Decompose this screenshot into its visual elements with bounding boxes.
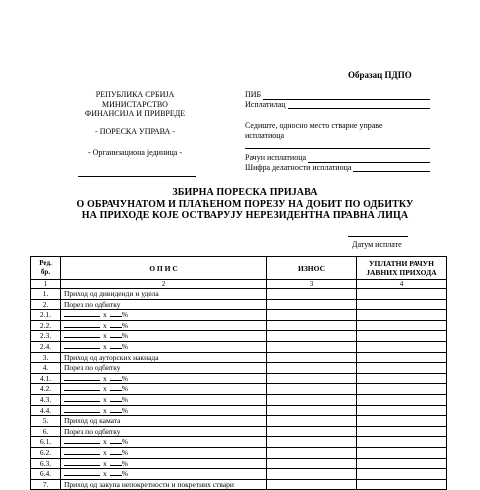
percent-sign: % (121, 437, 128, 447)
row-description: Порез по одбитку (61, 426, 267, 437)
row-description: Порез по одбитку (61, 363, 267, 374)
base-amount-blank[interactable] (64, 384, 100, 391)
base-amount-blank[interactable] (64, 331, 100, 338)
activity-label: Шифра делатности исплатиоца (245, 162, 352, 172)
activity-field[interactable] (245, 163, 430, 173)
amount-cell[interactable] (267, 373, 357, 384)
row-number: 2.4. (31, 341, 61, 352)
account-cell[interactable] (357, 394, 447, 405)
base-amount-blank[interactable] (64, 406, 100, 413)
account-cell[interactable] (357, 320, 447, 331)
account-cell[interactable] (357, 447, 447, 458)
percent-sign: % (121, 384, 128, 394)
account-cell[interactable] (357, 331, 447, 342)
amount-cell[interactable] (267, 310, 357, 321)
payer-block (245, 90, 430, 172)
amount-cell[interactable] (267, 352, 357, 363)
table-row (31, 405, 447, 416)
organizational-unit: - Организациона јединица - (87, 148, 183, 157)
amount-cell[interactable] (267, 426, 357, 437)
multiply-sign: x (103, 331, 107, 341)
column-number: 4 (357, 280, 447, 289)
row-description[interactable] (61, 310, 267, 321)
amount-cell[interactable] (267, 405, 357, 416)
percent-sign: % (121, 320, 128, 330)
rate-blank[interactable] (110, 374, 122, 381)
column-number: 2 (61, 280, 267, 289)
authority-line-1: РЕПУБЛИКА СРБИЈА (95, 90, 175, 99)
row-number: 2.2. (31, 320, 61, 331)
percent-sign: % (121, 447, 128, 457)
table-row (31, 437, 447, 448)
rate-blank[interactable] (110, 342, 122, 349)
column-number: 3 (267, 280, 357, 289)
rate-blank[interactable] (110, 437, 122, 444)
row-description: Приход од закупа непокретности и покретних ствари (61, 479, 267, 490)
seat-input-line[interactable] (245, 140, 430, 149)
amount-cell[interactable] (267, 469, 357, 480)
title-line-2: О ОБРАЧУНАТОМ И ПЛАЋЕНОМ ПОРЕЗУ НА ДОБИТ ПО ОДБИТКУ (76, 198, 414, 210)
table-row (31, 331, 447, 342)
percent-sign: % (121, 394, 128, 404)
row-number: 7. (31, 479, 61, 490)
amount-cell[interactable] (267, 458, 357, 469)
table-row (31, 458, 447, 469)
base-amount-blank[interactable] (64, 310, 100, 317)
rate-blank[interactable] (110, 310, 122, 317)
row-number: 3. (31, 352, 61, 363)
header-account-line-2: ЈАВНИХ ПРИХОДА (366, 268, 437, 277)
multiply-sign: x (103, 310, 107, 320)
row-number: 6.2. (31, 447, 61, 458)
table-row (31, 469, 447, 480)
multiply-sign: x (103, 458, 107, 468)
amount-cell[interactable] (267, 299, 357, 310)
base-amount-blank[interactable] (64, 448, 100, 455)
org-unit-underline[interactable] (78, 176, 196, 177)
header-amount: ИЗНОС (267, 257, 357, 280)
row-number: 2. (31, 299, 61, 310)
row-description[interactable] (61, 469, 267, 480)
rate-blank[interactable] (110, 395, 122, 402)
multiply-sign: x (103, 384, 107, 394)
percent-sign: % (121, 310, 128, 320)
percent-sign: % (121, 405, 128, 415)
payer-label: Исплатилац (245, 99, 286, 109)
row-number: 6. (31, 426, 61, 437)
table-row (31, 426, 447, 437)
amount-cell[interactable] (267, 363, 357, 374)
seat-label-1: Седиште, односно место стварне управе (245, 121, 383, 130)
seat-label-2: исплатиоца (245, 130, 285, 140)
pib-label: ПИБ (245, 90, 262, 99)
row-description[interactable] (61, 394, 267, 405)
table-row (31, 363, 447, 374)
row-description[interactable] (61, 373, 267, 384)
row-description[interactable] (61, 447, 267, 458)
amount-cell[interactable] (267, 320, 357, 331)
multiply-sign: x (103, 437, 107, 447)
percent-sign: % (121, 341, 128, 351)
payment-date-label: Датум исплате (352, 240, 402, 249)
pib-input-line[interactable] (263, 92, 430, 100)
amount-cell[interactable] (267, 447, 357, 458)
amount-cell[interactable] (267, 289, 357, 300)
row-number: 4.3. (31, 394, 61, 405)
account-cell[interactable] (357, 352, 447, 363)
table-row (31, 384, 447, 395)
pib-field[interactable] (245, 90, 430, 100)
rate-blank[interactable] (110, 321, 122, 328)
title-line-1: ЗБИРНА ПОРЕСКА ПРИЈАВА (172, 187, 318, 198)
column-number: 1 (31, 280, 61, 289)
account-cell[interactable] (357, 479, 447, 490)
amount-cell[interactable] (267, 437, 357, 448)
account-label: Рачун исплатиоца (245, 153, 307, 162)
base-amount-blank[interactable] (64, 321, 100, 328)
rate-blank[interactable] (110, 469, 122, 476)
authority-line-2: МИНИСТАРСТВО (102, 99, 168, 109)
row-number: 6.1. (31, 437, 61, 448)
row-number: 4. (31, 363, 61, 374)
account-cell[interactable] (357, 289, 447, 300)
amount-cell[interactable] (267, 331, 357, 342)
header-description: О П И С (61, 257, 267, 280)
header-row-number (31, 257, 61, 280)
base-amount-blank[interactable] (64, 395, 100, 402)
row-number: 5. (31, 416, 61, 427)
table-row (31, 416, 447, 427)
amount-cell[interactable] (267, 479, 357, 490)
payment-date-input-line[interactable] (348, 236, 408, 237)
table-row (31, 394, 447, 405)
payer-field[interactable] (245, 100, 430, 110)
row-number: 6.3. (31, 458, 61, 469)
table-row (31, 352, 447, 363)
table-row (31, 341, 447, 352)
table-row (31, 447, 447, 458)
column-numbers-row (31, 280, 447, 289)
account-cell[interactable] (357, 469, 447, 480)
account-cell[interactable] (357, 426, 447, 437)
row-description: Приход од дивиденди и удела (61, 289, 267, 300)
account-cell[interactable] (357, 299, 447, 310)
account-cell[interactable] (357, 458, 447, 469)
header-account-line-1: УПЛАТНИ РАЧУН (369, 259, 434, 268)
activity-input-line[interactable] (353, 164, 430, 172)
header-num-line-1: Ред. (39, 259, 52, 267)
row-number: 2.1. (31, 310, 61, 321)
form-code: Образац ПДПО (348, 70, 412, 80)
title-line-3: НА ПРИХОДЕ КОЈЕ ОСТВАРУЈУ НЕРЕЗИДЕНТНА ПРАВНА ЛИЦА (81, 210, 409, 221)
table-row (31, 320, 447, 331)
amount-cell[interactable] (267, 416, 357, 427)
table-row (31, 299, 447, 310)
table-body (31, 289, 447, 490)
multiply-sign: x (103, 320, 107, 330)
base-amount-blank[interactable] (64, 342, 100, 349)
form-title (60, 187, 430, 222)
row-description[interactable] (61, 320, 267, 331)
row-description[interactable] (61, 405, 267, 416)
account-cell[interactable] (357, 363, 447, 374)
rate-blank[interactable] (110, 459, 122, 466)
tax-table (30, 256, 447, 490)
authority-block (70, 90, 200, 158)
authority-line-3: ФИНАНСИЈА И ПРИВРЕДЕ (84, 109, 186, 118)
multiply-sign: x (103, 373, 107, 383)
account-field[interactable] (245, 153, 430, 163)
rate-blank[interactable] (110, 331, 122, 338)
amount-cell[interactable] (267, 384, 357, 395)
header-account (357, 257, 447, 280)
table-row (31, 479, 447, 490)
account-cell[interactable] (357, 416, 447, 427)
multiply-sign: x (103, 447, 107, 457)
table-header-row (31, 257, 447, 280)
multiply-sign: x (103, 394, 107, 404)
base-amount-blank[interactable] (64, 437, 100, 444)
amount-cell[interactable] (267, 394, 357, 405)
amount-cell[interactable] (267, 341, 357, 352)
account-cell[interactable] (357, 405, 447, 416)
row-number: 2.3. (31, 331, 61, 342)
account-input-line[interactable] (308, 155, 430, 163)
percent-sign: % (121, 331, 128, 341)
multiply-sign: x (103, 469, 107, 479)
base-amount-blank[interactable] (64, 469, 100, 476)
base-amount-blank[interactable] (64, 459, 100, 466)
row-number: 1. (31, 289, 61, 300)
row-description: Приход од камата (61, 416, 267, 427)
rate-blank[interactable] (110, 406, 122, 413)
multiply-sign: x (103, 405, 107, 415)
row-description[interactable] (61, 458, 267, 469)
row-number: 6.4. (31, 469, 61, 480)
table-row (31, 310, 447, 321)
row-description: Приход од ауторских накнада (61, 352, 267, 363)
row-description[interactable] (61, 437, 267, 448)
row-description[interactable] (61, 341, 267, 352)
account-cell[interactable] (357, 384, 447, 395)
account-cell[interactable] (357, 341, 447, 352)
percent-sign: % (121, 469, 128, 479)
rate-blank[interactable] (110, 448, 122, 455)
header-num-line-2: бр. (40, 268, 51, 276)
account-cell[interactable] (357, 437, 447, 448)
account-cell[interactable] (357, 373, 447, 384)
tax-administration: - ПОРЕСКА УПРАВА - (95, 126, 175, 136)
row-description: Порез по одбитку (61, 299, 267, 310)
table-row (31, 373, 447, 384)
row-number: 4.4. (31, 405, 61, 416)
account-cell[interactable] (357, 310, 447, 321)
multiply-sign: x (103, 341, 107, 351)
table-row (31, 289, 447, 300)
payer-input-line[interactable] (288, 101, 430, 109)
row-number: 4.2. (31, 384, 61, 395)
row-number: 4.1. (31, 373, 61, 384)
row-description[interactable] (61, 384, 267, 395)
row-description[interactable] (61, 331, 267, 342)
percent-sign: % (121, 458, 128, 468)
percent-sign: % (121, 373, 128, 383)
base-amount-blank[interactable] (64, 374, 100, 381)
rate-blank[interactable] (110, 384, 122, 391)
